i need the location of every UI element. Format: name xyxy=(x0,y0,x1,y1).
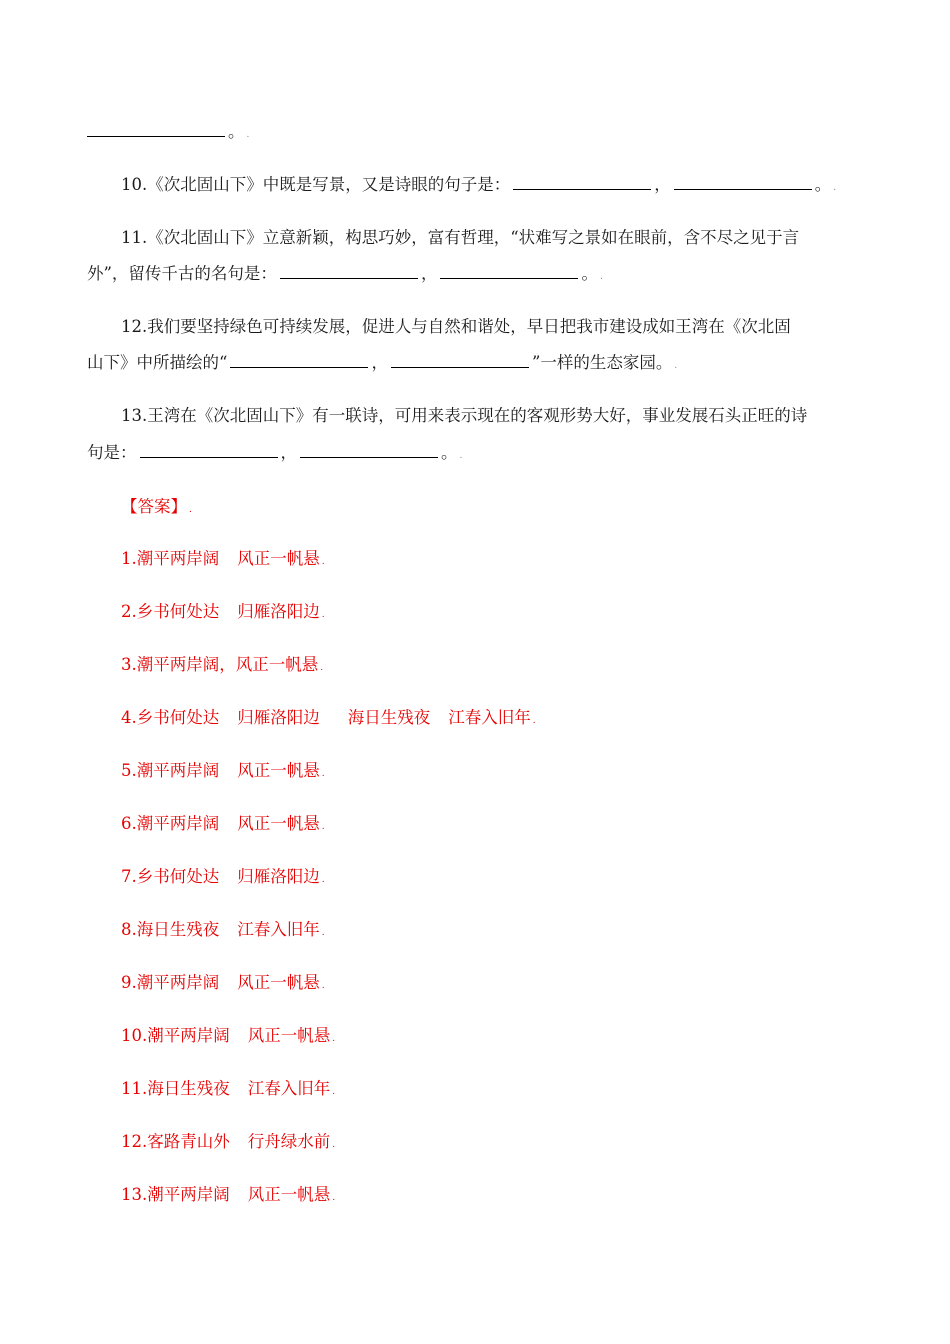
question-text: 12.我们要坚持绿色可持续发展，促进人与自然和谐处，早日把我市建设成如王湾在《次北固 xyxy=(121,317,791,336)
answer-blank xyxy=(440,263,578,279)
question-9-tail: 。 . xyxy=(87,121,863,146)
question-10: 10.《次北固山下》中既是写景，又是诗眼的句子是： ， 。 . xyxy=(121,175,837,194)
question-text: 13.王湾在《次北固山下》有一联诗，可用来表示现在的客观形势大好，事业发展石头正旺的诗 xyxy=(121,406,808,425)
punctuation: 。 xyxy=(228,122,245,141)
question-text: 句是： xyxy=(87,443,137,462)
question-text: 山下》中所描绘的“ xyxy=(87,353,228,372)
question-text: 外”，留传千古的名句是： xyxy=(87,264,277,283)
answer-item: 4.乡书何处达 归雁洛阳边 海日生残夜 江春入旧年 . xyxy=(121,708,536,727)
question-13-line-2: 句是： ， 。 . xyxy=(87,443,463,462)
answer-blank xyxy=(674,174,812,190)
answer-item: 1.潮平两岸阔 风正一帆悬 . xyxy=(121,549,325,568)
answer-blank xyxy=(300,442,438,458)
answer-list xyxy=(121,548,536,1237)
answer-blank xyxy=(280,263,418,279)
answer-item: 2.乡书何处达 归雁洛阳边 . xyxy=(121,602,325,621)
question-11-line-2: 外”，留传千古的名句是： ， 。 . xyxy=(87,264,603,283)
question-text: 11.《次北固山下》立意新颖，构思巧妙，富有哲理，“状难写之景如在眼前，含不尽之见于言 xyxy=(121,228,800,247)
answer-blank xyxy=(391,352,529,368)
answer-item: 11.海日生残夜 江春入旧年 . xyxy=(121,1079,336,1098)
question-12-line-2: 山下》中所描绘的“ ， ”一样的生态家园。 . xyxy=(87,353,678,372)
answer-blank xyxy=(87,121,225,137)
answer-item: 8.海日生残夜 江春入旧年 . xyxy=(121,920,325,939)
question-text: 10.《次北固山下》中既是写景，又是诗眼的句子是： xyxy=(121,175,511,194)
question-13-line-1 xyxy=(121,405,897,427)
answer-blank xyxy=(230,352,368,368)
answer-item: 12.客路青山外 行舟绿水前 . xyxy=(121,1132,336,1151)
answer-item: 6.潮平两岸阔 风正一帆悬 . xyxy=(121,814,325,833)
answer-item: 5.潮平两岸阔 风正一帆悬 . xyxy=(121,761,325,780)
answer-item: 13.潮平两岸阔 风正一帆悬 . xyxy=(121,1185,336,1204)
question-11-line-1 xyxy=(121,227,897,249)
answer-heading: 【答案】 . xyxy=(121,497,192,516)
question-12-line-1 xyxy=(121,316,897,338)
answer-item: 10.潮平两岸阔 风正一帆悬 . xyxy=(121,1026,336,1045)
answer-item: 3.潮平两岸阔，风正一帆悬 . xyxy=(121,655,324,674)
answer-item: 9.潮平两岸阔 风正一帆悬 . xyxy=(121,973,325,992)
answer-item: 7.乡书何处达 归雁洛阳边 . xyxy=(121,867,325,886)
answer-blank xyxy=(513,174,651,190)
answer-blank xyxy=(140,442,278,458)
